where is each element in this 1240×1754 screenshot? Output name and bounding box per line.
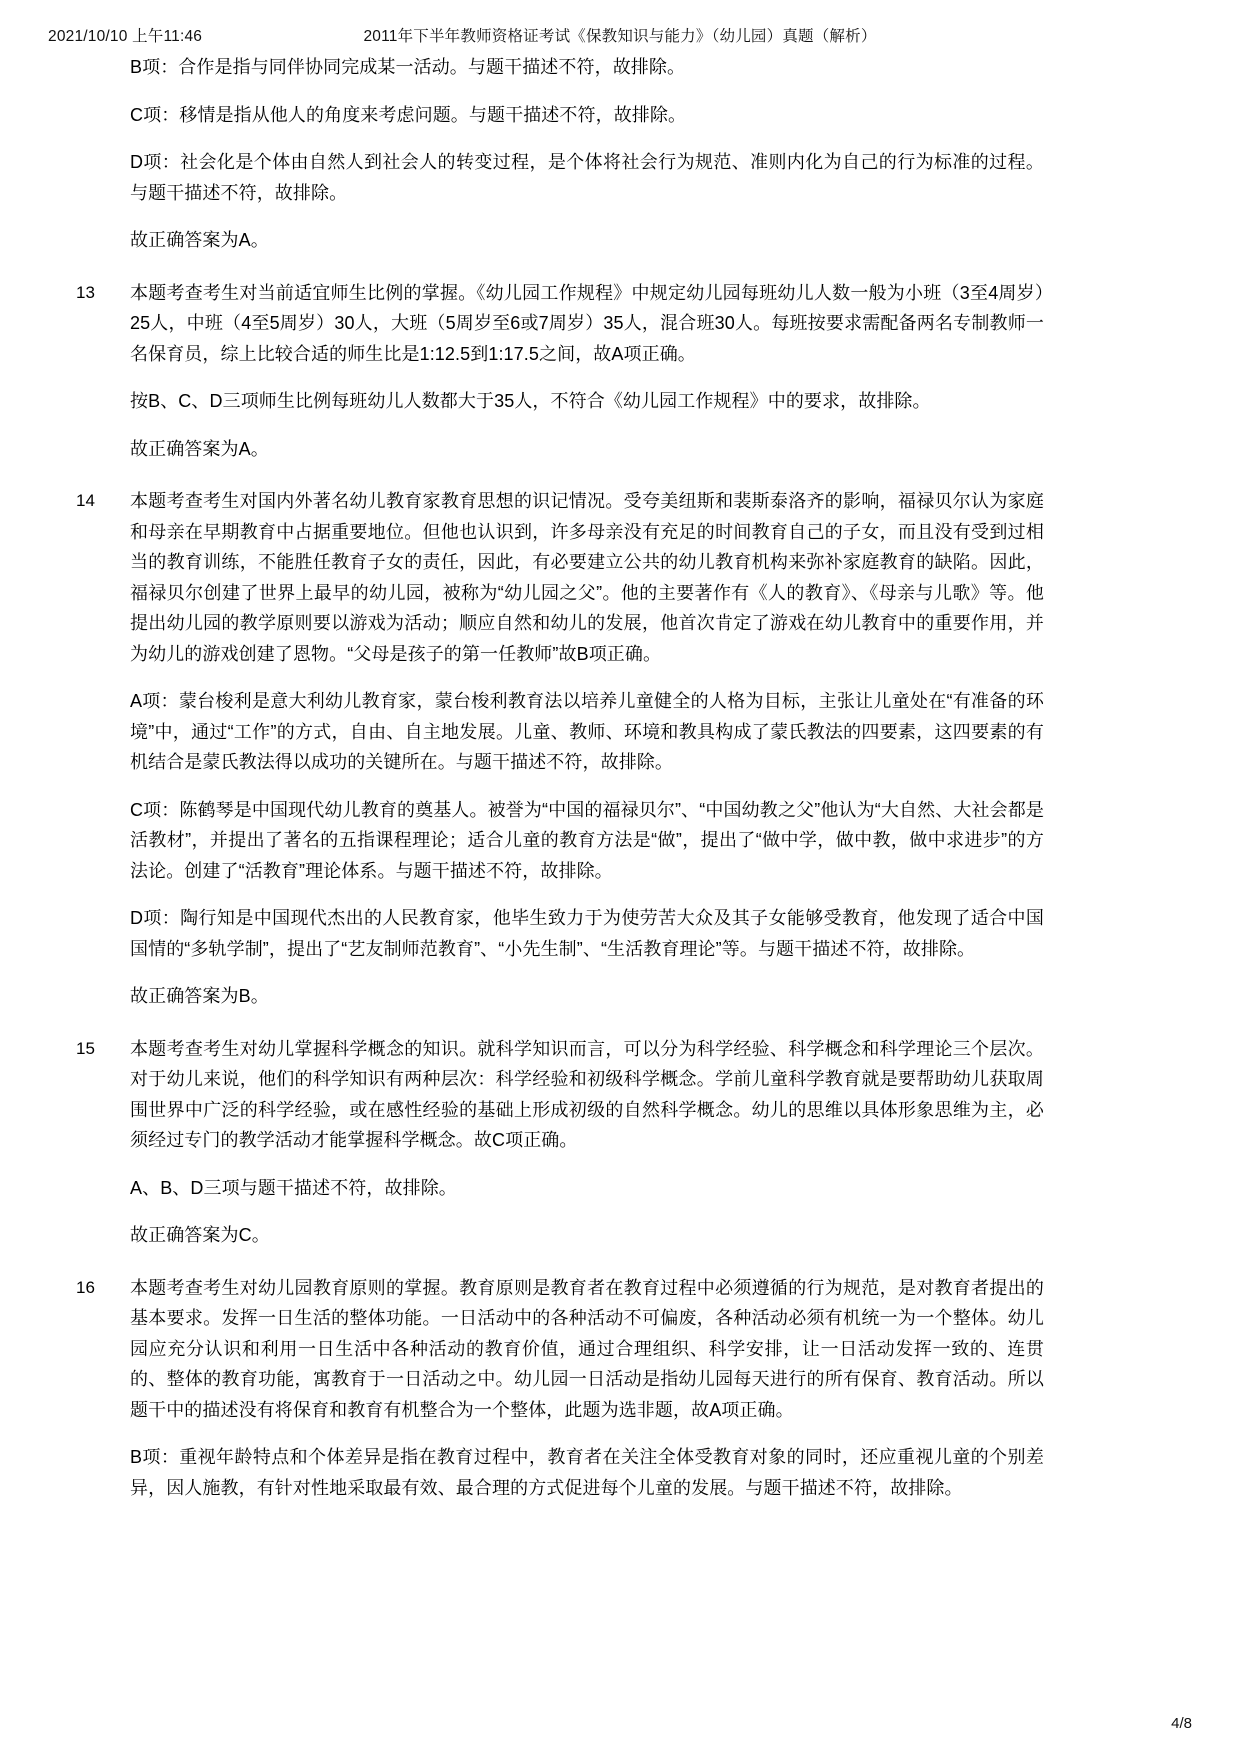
- paragraph-block: [0, 795, 1240, 887]
- paragraph-text: A项：蒙台梭利是意大利幼儿教育家，蒙台梭利教育法以培养儿童健全的人格为目标，主张让儿童处在“有准备的环境”中，通过“工作”的方式，自由、自主地发展。儿童、教师、环境和教具构成了蒙氏教法的四要素，这四要素的有机结合是蒙氏教法得以成功的关键所在。与题干描述不符，故排除。: [130, 691, 1044, 772]
- question-block-13: [0, 278, 1240, 370]
- page-footer: [0, 1715, 1240, 1732]
- paragraph-text: 故正确答案为C。: [130, 1225, 270, 1245]
- paragraph-block: [0, 981, 1240, 1012]
- paragraph-text: B项：重视年龄特点和个体差异是指在教育过程中，教育者在关注全体受教育对象的同时，还应重视儿童的个别差异，因人施教，有针对性地采取最有效、最合理的方式促进每个儿童的发展。与题干描述不符，故排除。: [130, 1447, 1044, 1498]
- document-body: [0, 52, 1240, 1520]
- header-timestamp: 2021/10/10 上午11:46: [48, 28, 203, 45]
- paragraph-block: [0, 1220, 1240, 1251]
- paragraph-text: 故正确答案为A。: [130, 438, 269, 459]
- question-block-15: [0, 1034, 1240, 1156]
- paragraph-text: B项：合作是指与同伴协同完成某一活动。与题干描述不符，故排除。: [130, 57, 686, 77]
- page-header: [0, 26, 1240, 48]
- paragraph-block: [0, 686, 1240, 778]
- paragraph-block: [0, 434, 1240, 465]
- paragraph-block: [0, 225, 1240, 256]
- paragraph-text: A、B、D三项与题干描述不符，故排除。: [130, 1177, 457, 1198]
- question-number: 13: [76, 282, 95, 302]
- paragraph-text: 故正确答案为B。: [130, 986, 269, 1006]
- question-number: 16: [76, 1277, 95, 1297]
- question-number: 14: [76, 491, 95, 510]
- paragraph-block: [0, 100, 1240, 131]
- paragraph-text: D项：社会化是个体由自然人到社会人的转变过程，是个体将社会行为规范、准则内化为自己的行为标准的过程。与题干描述不符，故排除。: [130, 152, 1044, 203]
- question-block-14: [0, 486, 1240, 669]
- question-block-16: [0, 1273, 1240, 1426]
- paragraph-text: 故正确答案为A。: [130, 230, 269, 250]
- paragraph-block: [0, 52, 1240, 83]
- paragraph-text: C项：移情是指从他人的角度来考虑问题。与题干描述不符，故排除。: [130, 104, 687, 125]
- paragraph-block: [0, 147, 1240, 208]
- page-number-label: 4/8: [1171, 1715, 1192, 1732]
- paragraph-text: C项：陈鹤琴是中国现代幼儿教育的奠基人。被誉为“中国的福禄贝尔”、“中国幼教之父”他认为“大自然、大社会都是活教材”，并提出了著名的五指课程理论；适合儿童的教育方法是“做”，提出了“做中学，做中教，做中求进步”的方法论。创建了“活教育”理论体系。与题干描述不符，故排除。: [130, 799, 1044, 881]
- header-document-title: 2011年下半年教师资格证考试《保教知识与能力》（幼儿园）真题（解析）: [363, 28, 877, 45]
- paragraph-text: 按B、C、D三项师生比例每班幼儿人数都大于35人，不符合《幼儿园工作规程》中的要求，故排除。: [130, 391, 931, 411]
- paragraph-text: 本题考查考生对幼儿掌握科学概念的知识。就科学知识而言，可以分为科学经验、科学概念和科学理论三个层次。对于幼儿来说，他们的科学知识有两种层次：科学经验和初级科学概念。学前儿童科学教育就是要帮助幼儿获取周围世界中广泛的科学经验，或在感性经验的基础上形成初级的自然科学概念。幼儿的思维以具体形象思维为主，必须经过专门的教学活动才能掌握科学概念。故C项正确。: [130, 1038, 1044, 1150]
- paragraph-block: [0, 903, 1240, 964]
- paragraph-block: [0, 1442, 1240, 1503]
- paragraph-text: 本题考查考生对幼儿园教育原则的掌握。教育原则是教育者在教育过程中必须遵循的行为规范，是对教育者提出的基本要求。发挥一日生活的整体功能。一日活动中的各种活动不可偏废，各种活动必须有机统一为一个整体。幼儿园应充分认识和利用一日生活中各种活动的教育价值，通过合理组织、科学安排，让一日活动发挥一致的、连贯的、整体的教育功能，寓教育于一日活动之中。幼儿园一日活动是指幼儿园每天进行的所有保育、教育活动。所以题干中的描述没有将保育和教育有机整合为一个整体，此题为选非题，故A项正确。: [130, 1277, 1044, 1420]
- paragraph-block: [0, 386, 1240, 417]
- paragraph-text: 本题考查考生对国内外著名幼儿教育家教育思想的识记情况。受夸美纽斯和裴斯泰洛齐的影响，福禄贝尔认为家庭和母亲在早期教育中占据重要地位。但他也认识到，许多母亲没有充足的时间教育自己的子女，而且没有受到过相当的教育训练，不能胜任教育子女的责任，因此，有必要建立公共的幼儿教育机构来弥补家庭教育的缺陷。因此，福禄贝尔创建了世界上最早的幼儿园，被称为“幼儿园之父”。他的主要著作有《人的教育》、《母亲与儿歌》等。他提出幼儿园的教学原则要以游戏为活动；顺应自然和幼儿的发展，他首次肯定了游戏在幼儿教育中的重要作用，并为幼儿的游戏创建了恩物。“父母是孩子的第一任教师”故B项正确。: [130, 491, 1044, 664]
- paragraph-block: [0, 1173, 1240, 1204]
- question-number: 15: [76, 1038, 95, 1058]
- paragraph-text: D项：陶行知是中国现代杰出的人民教育家，他毕生致力于为使劳苦大众及其子女能够受教育，他发现了适合中国国情的“多轨学制”，提出了“艺友制师范教育”、“小先生制”、“生活教育理论”等。与题干描述不符，故排除。: [130, 908, 1044, 959]
- paragraph-text: 本题考查考生对当前适宜师生比例的掌握。《幼儿园工作规程》中规定幼儿园每班幼儿人数一般为小班（3至4周岁）25人，中班（4至5周岁）30人，大班（5周岁至6或7周岁）35人，混合班30人。每班按要求需配备两名专制教师一名保育员，综上比较合适的师生比是1:12.5到1:17.5之间，故A项正确。: [130, 282, 1044, 364]
